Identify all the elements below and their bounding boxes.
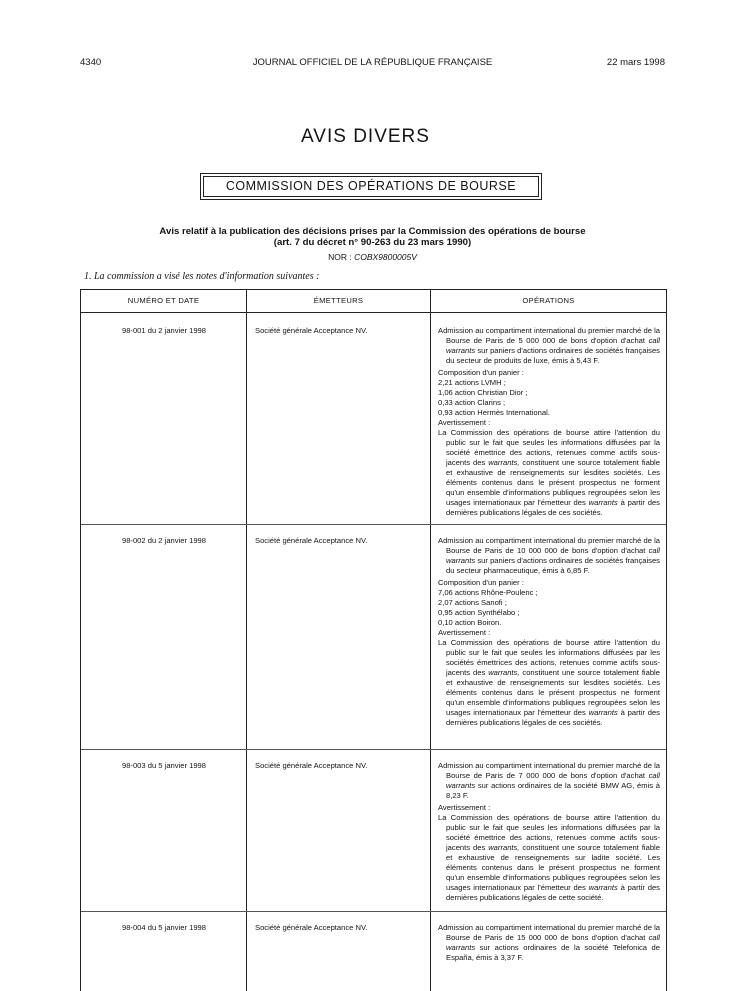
section-title: AVIS DIVERS (301, 126, 430, 147)
row-4-issuer: Société générale Acceptance NV. (255, 923, 368, 932)
basket-item: 2,07 actions Sanofi ; (438, 598, 507, 607)
basket-item: 7,06 actions Rhône-Poulenc ; (438, 588, 538, 597)
decisions-table (80, 289, 667, 991)
basket-item: 0,33 action Clarins ; (438, 398, 506, 407)
notice-heading-line-1: Avis relatif à la publication des décisions prises par la Commission des opérations de bourse (159, 226, 586, 237)
basket-item: 0,95 action Synthélabo ; (438, 608, 520, 617)
row-rule (81, 749, 666, 750)
row-3-operations: Admission au compartiment international du premier marché de la Bourse de Paris de 7 000 000 de bons d'option d'achat call warrants sur actions ordinaires de la société BMW AG, émis à 8,23 F. Avertissement : La Commission des opérations de bourse attire l'attention du public sur le fait que seules les informations diffusées par la société émettrice des actions, retenues comme actifs sous-jacents des warrants, constituent une source totalement fiable et exhaustive de renseignements sur ladite société. Les éléments contenus dans le présent prospectus ne forment qu'un ensemble d'informations publiques regroupées selon les usages internationaux par l'émetteur des warrants à partir des dernières publications légales de cette société. (438, 761, 660, 902)
nor-label: NOR : (328, 252, 352, 262)
page-number: 4340 (80, 57, 102, 68)
row-4-operations: Admission au compartiment international du premier marché de la Bourse de Paris de 15 000 000 de bons d'option d'achat call warrants sur actions ordinaires de la société Telefonica de España, émis à 3,37 F. (438, 923, 660, 962)
nor-code: COBX9800005V (354, 252, 417, 262)
row-4-number: 98-004 du 5 janvier 1998 (121, 923, 207, 932)
row-1-number: 98-001 du 2 janvier 1998 (121, 326, 207, 335)
row-1-issuer: Société générale Acceptance NV. (255, 326, 368, 335)
notice-heading (80, 226, 665, 248)
basket-item: 0,93 action Hermès International. (438, 408, 550, 417)
row-rule (81, 524, 666, 525)
intro-text: 1. La commission a visé les notes d'information suivantes : (84, 271, 320, 282)
header-number-date: NUMÉRO ET DATE (127, 296, 200, 305)
row-3-number: 98-003 du 5 janvier 1998 (121, 761, 207, 770)
journal-title: JOURNAL OFFICIEL DE LA RÉPUBLIQUE FRANÇAISE (252, 57, 493, 68)
basket-item: 1,06 action Christian Dior ; (438, 388, 528, 397)
issue-date: 22 mars 1998 (606, 57, 665, 68)
notice-heading-line-2: (art. 7 du décret n° 90-263 du 23 mars 1990) (273, 237, 472, 248)
commission-box: COMMISSION DES OPÉRATIONS DE BOURSE (200, 173, 542, 200)
column-divider (430, 290, 431, 991)
page-header (80, 57, 665, 71)
row-3-issuer: Société générale Acceptance NV. (255, 761, 368, 770)
row-2-operations: Admission au compartiment international du premier marché de la Bourse de Paris de 10 000 000 de bons d'option d'achat call warrants sur paniers d'actions ordinaires de sociétés françaises du secteur pharmaceutique, émis à 6,85 F. Composition d'un panier : 7,06 actions Rhône-Poulenc ; 2,07 actions Sanofi ; 0,95 action Synthélabo ; 0,10 action Boiron. Avertissement : La Commission des opérations de bourse attire l'attention du public sur le fait que seules les informations diffusées par les sociétés émettrices des actions, retenues comme actifs sous-jacents des warrants, constituent une source totalement fiable et exhaustive de renseignements sur lesdites sociétés. Les éléments contenus dans le présent prospectus ne forment qu'un ensemble d'informations publiques regroupées selon les usages internationaux par l'émetteur des warrants à partir des dernières publications légales de ces sociétés. (438, 536, 660, 727)
header-operations: OPÉRATIONS (522, 296, 575, 305)
row-2-issuer: Société générale Acceptance NV. (255, 536, 368, 545)
nor-reference (80, 252, 665, 262)
row-rule (81, 911, 666, 912)
basket-item: 2,21 actions LVMH ; (438, 378, 506, 387)
column-divider (246, 290, 247, 991)
header-issuers: ÉMETTEURS (313, 296, 364, 305)
basket-item: 0,10 action Boiron. (438, 618, 502, 627)
header-rule (81, 312, 666, 313)
row-1-operations: Admission au compartiment international du premier marché de la Bourse de Paris de 5 000 000 de bons d'option d'achat call warrants sur paniers d'actions ordinaires de sociétés françaises du secteur de produits de luxe, émis à 5,43 F. Composition d'un panier : 2,21 actions LVMH ; 1,06 action Christian Dior ; 0,33 action Clarins ; 0,93 action Hermès International. Avertissement : La Commission des opérations de bourse attire l'attention du public sur le fait que seules les informations diffusées par la société émettrice des actions, retenues comme actifs sous-jacents des warrants, constituent une source totalement fiable et exhaustive de renseignements sur lesdites sociétés. Les éléments contenus dans le présent prospectus ne forment qu'un ensemble d'informations publiques regroupées selon les usages internationaux par l'émetteur des warrants à partir des dernières publications légales de ces sociétés. (438, 326, 660, 517)
row-2-number: 98-002 du 2 janvier 1998 (121, 536, 207, 545)
